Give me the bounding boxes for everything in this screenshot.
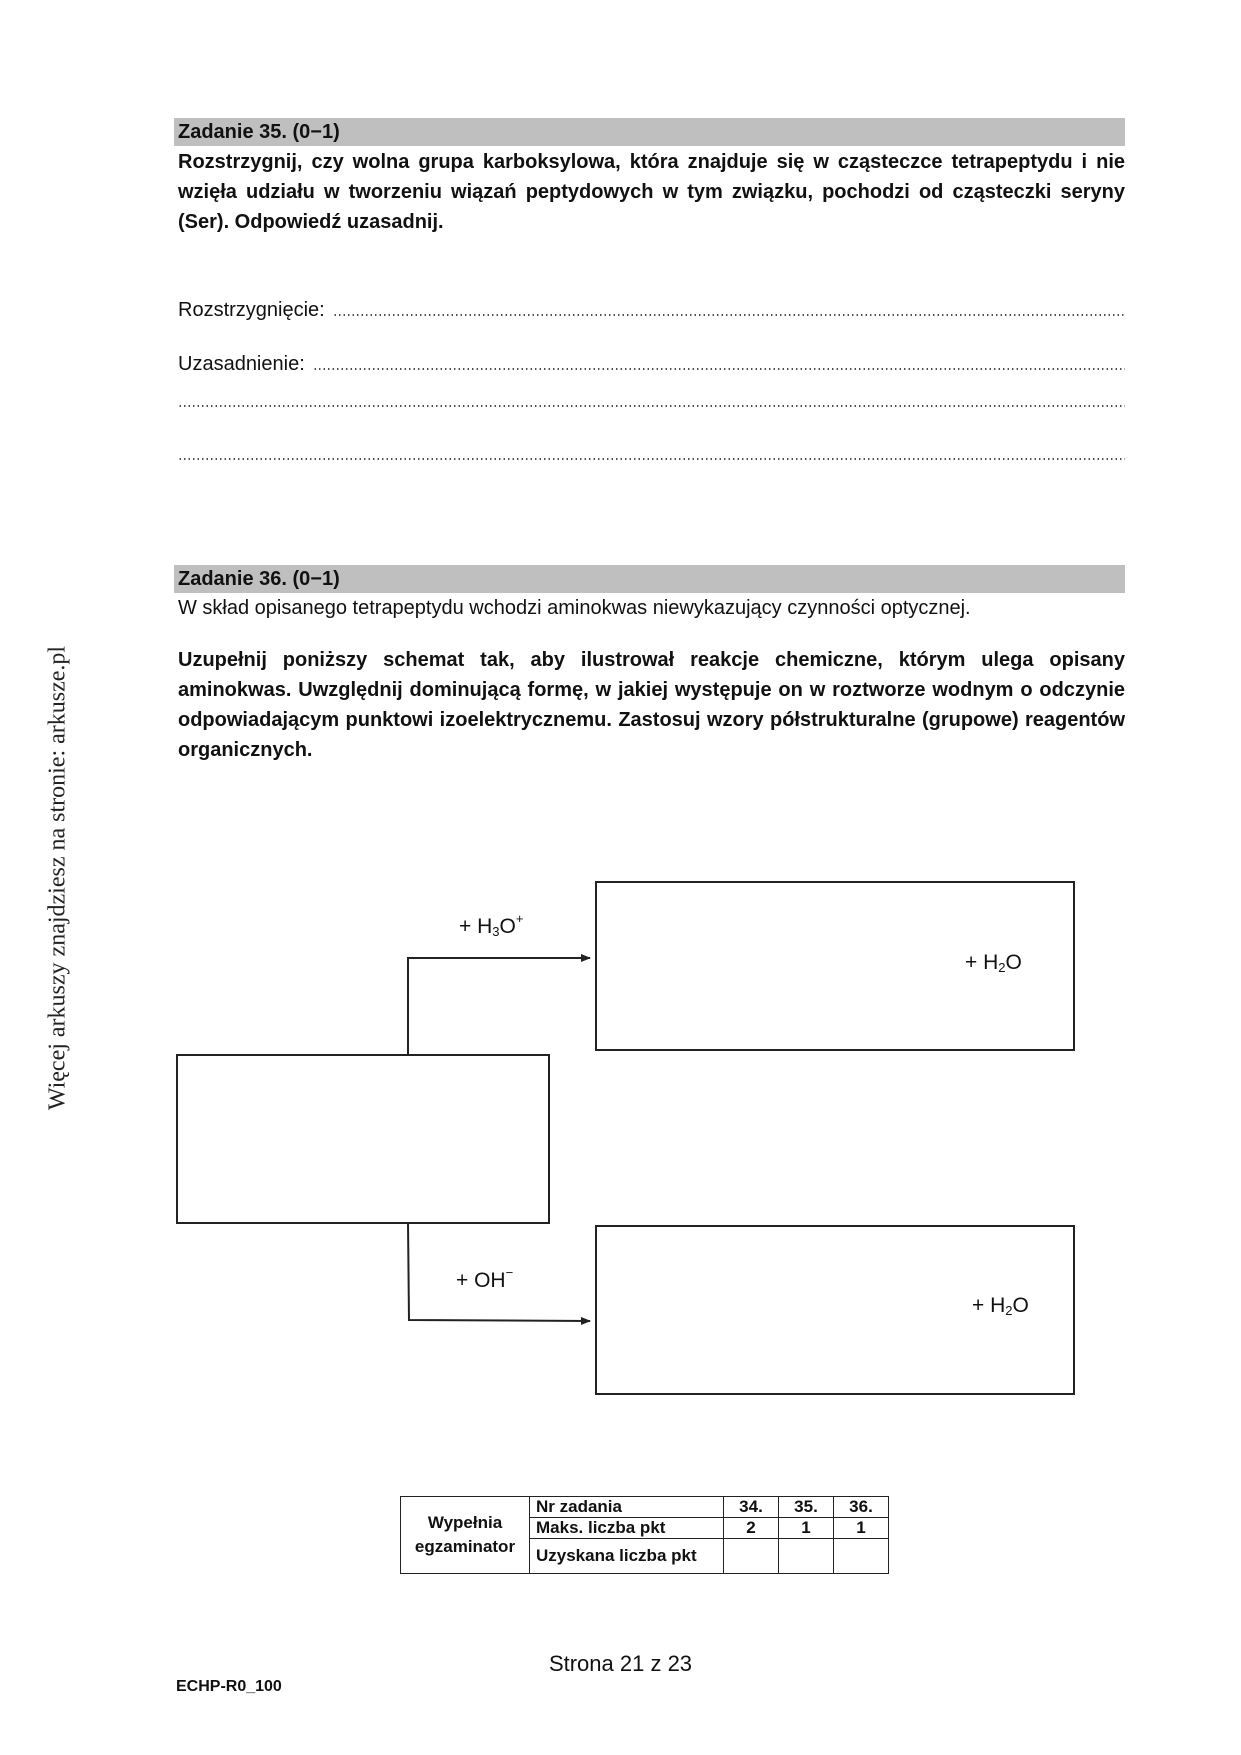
task-35-prompt: Rozstrzygnij, czy wolna grupa karboksylowa, która znajduje się w cząsteczce tetrapeptydu i nie wzięła udziału w tworzeniu wiązań peptydowych w tym związku, pochodzi od cząsteczki seryny (Ser). Odpowiedź uzasadnij. — [178, 151, 1125, 233]
obtained-points-34[interactable] — [724, 1539, 779, 1574]
max-points-label: Maks. liczba pkt — [530, 1518, 724, 1539]
task-36-title: Zadanie 36. (0−1) — [174, 565, 1125, 593]
max-points-35: 1 — [779, 1518, 834, 1539]
task-number-36: 36. — [834, 1497, 889, 1518]
task-36-prompt: Uzupełnij poniższy schemat tak, aby ilustrował reakcje chemiczne, którym ulega opisany aminokwas. Uwzględnij dominującą formę, w jakiej występuje on w roztworze wodnym o odczynie odpowiadającym punktowi izoelektrycznemu. Zastosuj wzory półstrukturalne (grupowe) reagentów organicznych. — [178, 649, 1125, 761]
reagent-h3o-plus: + $H_3O^+$ — [459, 911, 524, 939]
decision-label: Rozstrzygnięcie: — [178, 299, 325, 321]
task-number-35: 35. — [779, 1497, 834, 1518]
task-number-34: 34. — [724, 1497, 779, 1518]
page-number: Strona 21 z 23 — [548, 1651, 693, 1676]
justification-label: Uzasadnienie: — [178, 353, 305, 375]
watermark-text: Więcej arkuszy znajdziesz na stronie: arkusze.pl — [44, 645, 71, 1111]
task-number-label: Nr zadania — [530, 1497, 724, 1518]
task-35-title: Zadanie 35. (0−1) — [174, 118, 1125, 146]
arrow-to-top-product — [408, 958, 590, 1055]
examiner-score-table — [400, 1496, 889, 1574]
filled-by-cell: Wypełnia egzaminator — [401, 1497, 530, 1574]
max-points-34: 2 — [724, 1518, 779, 1539]
obtained-points-35[interactable] — [779, 1539, 834, 1574]
obtained-points-label: Uzyskana liczba pkt — [530, 1539, 724, 1574]
obtained-points-36[interactable] — [834, 1539, 889, 1574]
max-points-36: 1 — [834, 1518, 889, 1539]
amino-acid-answer-box[interactable] — [176, 1054, 550, 1224]
exam-code: ECHP-R0_100 — [176, 1678, 282, 1695]
product-water-bottom: + $H_2O$ — [972, 1294, 1029, 1318]
reagent-oh-minus: + OH− — [456, 1265, 514, 1292]
task-36-intro: W skład opisanego tetrapeptydu wchodzi aminokwas niewykazujący czynności optycznej. — [178, 597, 971, 619]
product-water-top: + $H_2O$ — [965, 951, 1022, 975]
